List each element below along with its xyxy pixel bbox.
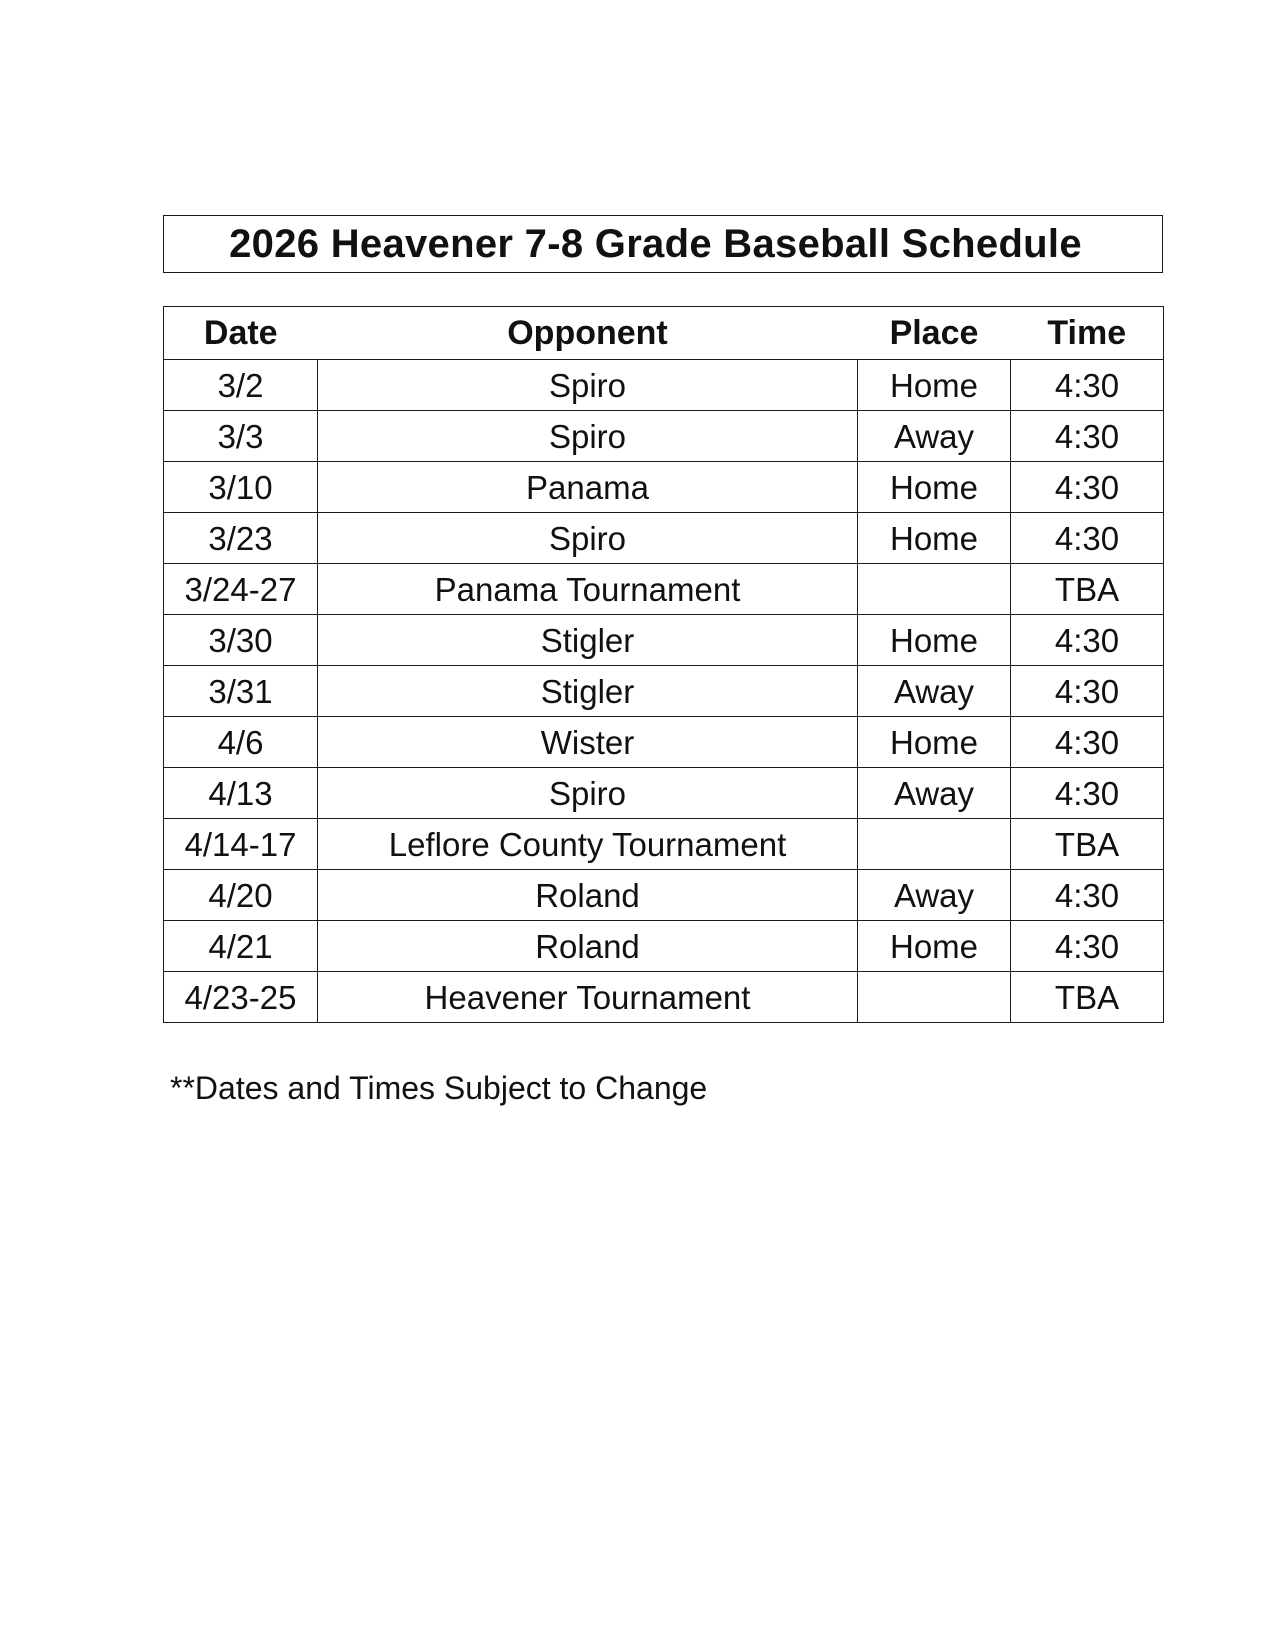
cell-time: 4:30 <box>1011 615 1164 666</box>
cell-place: Home <box>858 513 1011 564</box>
cell-opponent: Spiro <box>318 768 858 819</box>
cell-time: TBA <box>1011 972 1164 1023</box>
cell-opponent: Stigler <box>318 666 858 717</box>
table-row <box>164 768 1164 819</box>
cell-place: Home <box>858 462 1011 513</box>
cell-place: Away <box>858 768 1011 819</box>
table-row <box>164 972 1164 1023</box>
table-row <box>164 513 1164 564</box>
cell-opponent: Roland <box>318 870 858 921</box>
cell-time: TBA <box>1011 564 1164 615</box>
cell-time: 4:30 <box>1011 768 1164 819</box>
cell-date: 3/30 <box>164 615 318 666</box>
table-row <box>164 870 1164 921</box>
table-row <box>164 411 1164 462</box>
cell-place <box>858 564 1011 615</box>
cell-opponent: Spiro <box>318 411 858 462</box>
cell-time: 4:30 <box>1011 462 1164 513</box>
cell-date: 3/31 <box>164 666 318 717</box>
header-time: Time <box>1011 307 1164 360</box>
cell-time: 4:30 <box>1011 870 1164 921</box>
cell-date: 3/2 <box>164 360 318 411</box>
cell-date: 3/24-27 <box>164 564 318 615</box>
cell-date: 3/3 <box>164 411 318 462</box>
cell-date: 3/23 <box>164 513 318 564</box>
cell-opponent: Leflore County Tournament <box>318 819 858 870</box>
table-row <box>164 921 1164 972</box>
table-row <box>164 360 1164 411</box>
table-row <box>164 666 1164 717</box>
footnote: **Dates and Times Subject to Change <box>170 1070 708 1106</box>
cell-place: Home <box>858 615 1011 666</box>
cell-date: 3/10 <box>164 462 318 513</box>
cell-date: 4/21 <box>164 921 318 972</box>
cell-opponent: Panama <box>318 462 858 513</box>
table-row <box>164 462 1164 513</box>
cell-opponent: Wister <box>318 717 858 768</box>
cell-time: 4:30 <box>1011 666 1164 717</box>
cell-date: 4/20 <box>164 870 318 921</box>
header-place: Place <box>858 307 1011 360</box>
cell-place <box>858 819 1011 870</box>
cell-date: 4/13 <box>164 768 318 819</box>
cell-place: Away <box>858 870 1011 921</box>
table-row <box>164 717 1164 768</box>
cell-time: 4:30 <box>1011 921 1164 972</box>
cell-time: TBA <box>1011 819 1164 870</box>
cell-opponent: Panama Tournament <box>318 564 858 615</box>
table-row <box>164 564 1164 615</box>
cell-opponent: Spiro <box>318 360 858 411</box>
cell-date: 4/23-25 <box>164 972 318 1023</box>
cell-place: Away <box>858 666 1011 717</box>
schedule-table <box>163 306 1164 1023</box>
table-header-row <box>164 307 1164 360</box>
cell-time: 4:30 <box>1011 411 1164 462</box>
table-row <box>164 819 1164 870</box>
cell-time: 4:30 <box>1011 360 1164 411</box>
cell-date: 4/6 <box>164 717 318 768</box>
cell-opponent: Stigler <box>318 615 858 666</box>
header-date: Date <box>164 307 318 360</box>
cell-opponent: Heavener Tournament <box>318 972 858 1023</box>
title-box <box>163 215 1163 273</box>
cell-date: 4/14-17 <box>164 819 318 870</box>
cell-place: Home <box>858 921 1011 972</box>
page-title: 2026 Heavener 7-8 Grade Baseball Schedule <box>229 221 1082 266</box>
cell-place <box>858 972 1011 1023</box>
table-row <box>164 615 1164 666</box>
cell-place: Home <box>858 360 1011 411</box>
cell-place: Home <box>858 717 1011 768</box>
cell-opponent: Roland <box>318 921 858 972</box>
cell-opponent: Spiro <box>318 513 858 564</box>
cell-time: 4:30 <box>1011 717 1164 768</box>
cell-place: Away <box>858 411 1011 462</box>
header-opponent: Opponent <box>318 307 858 360</box>
cell-time: 4:30 <box>1011 513 1164 564</box>
